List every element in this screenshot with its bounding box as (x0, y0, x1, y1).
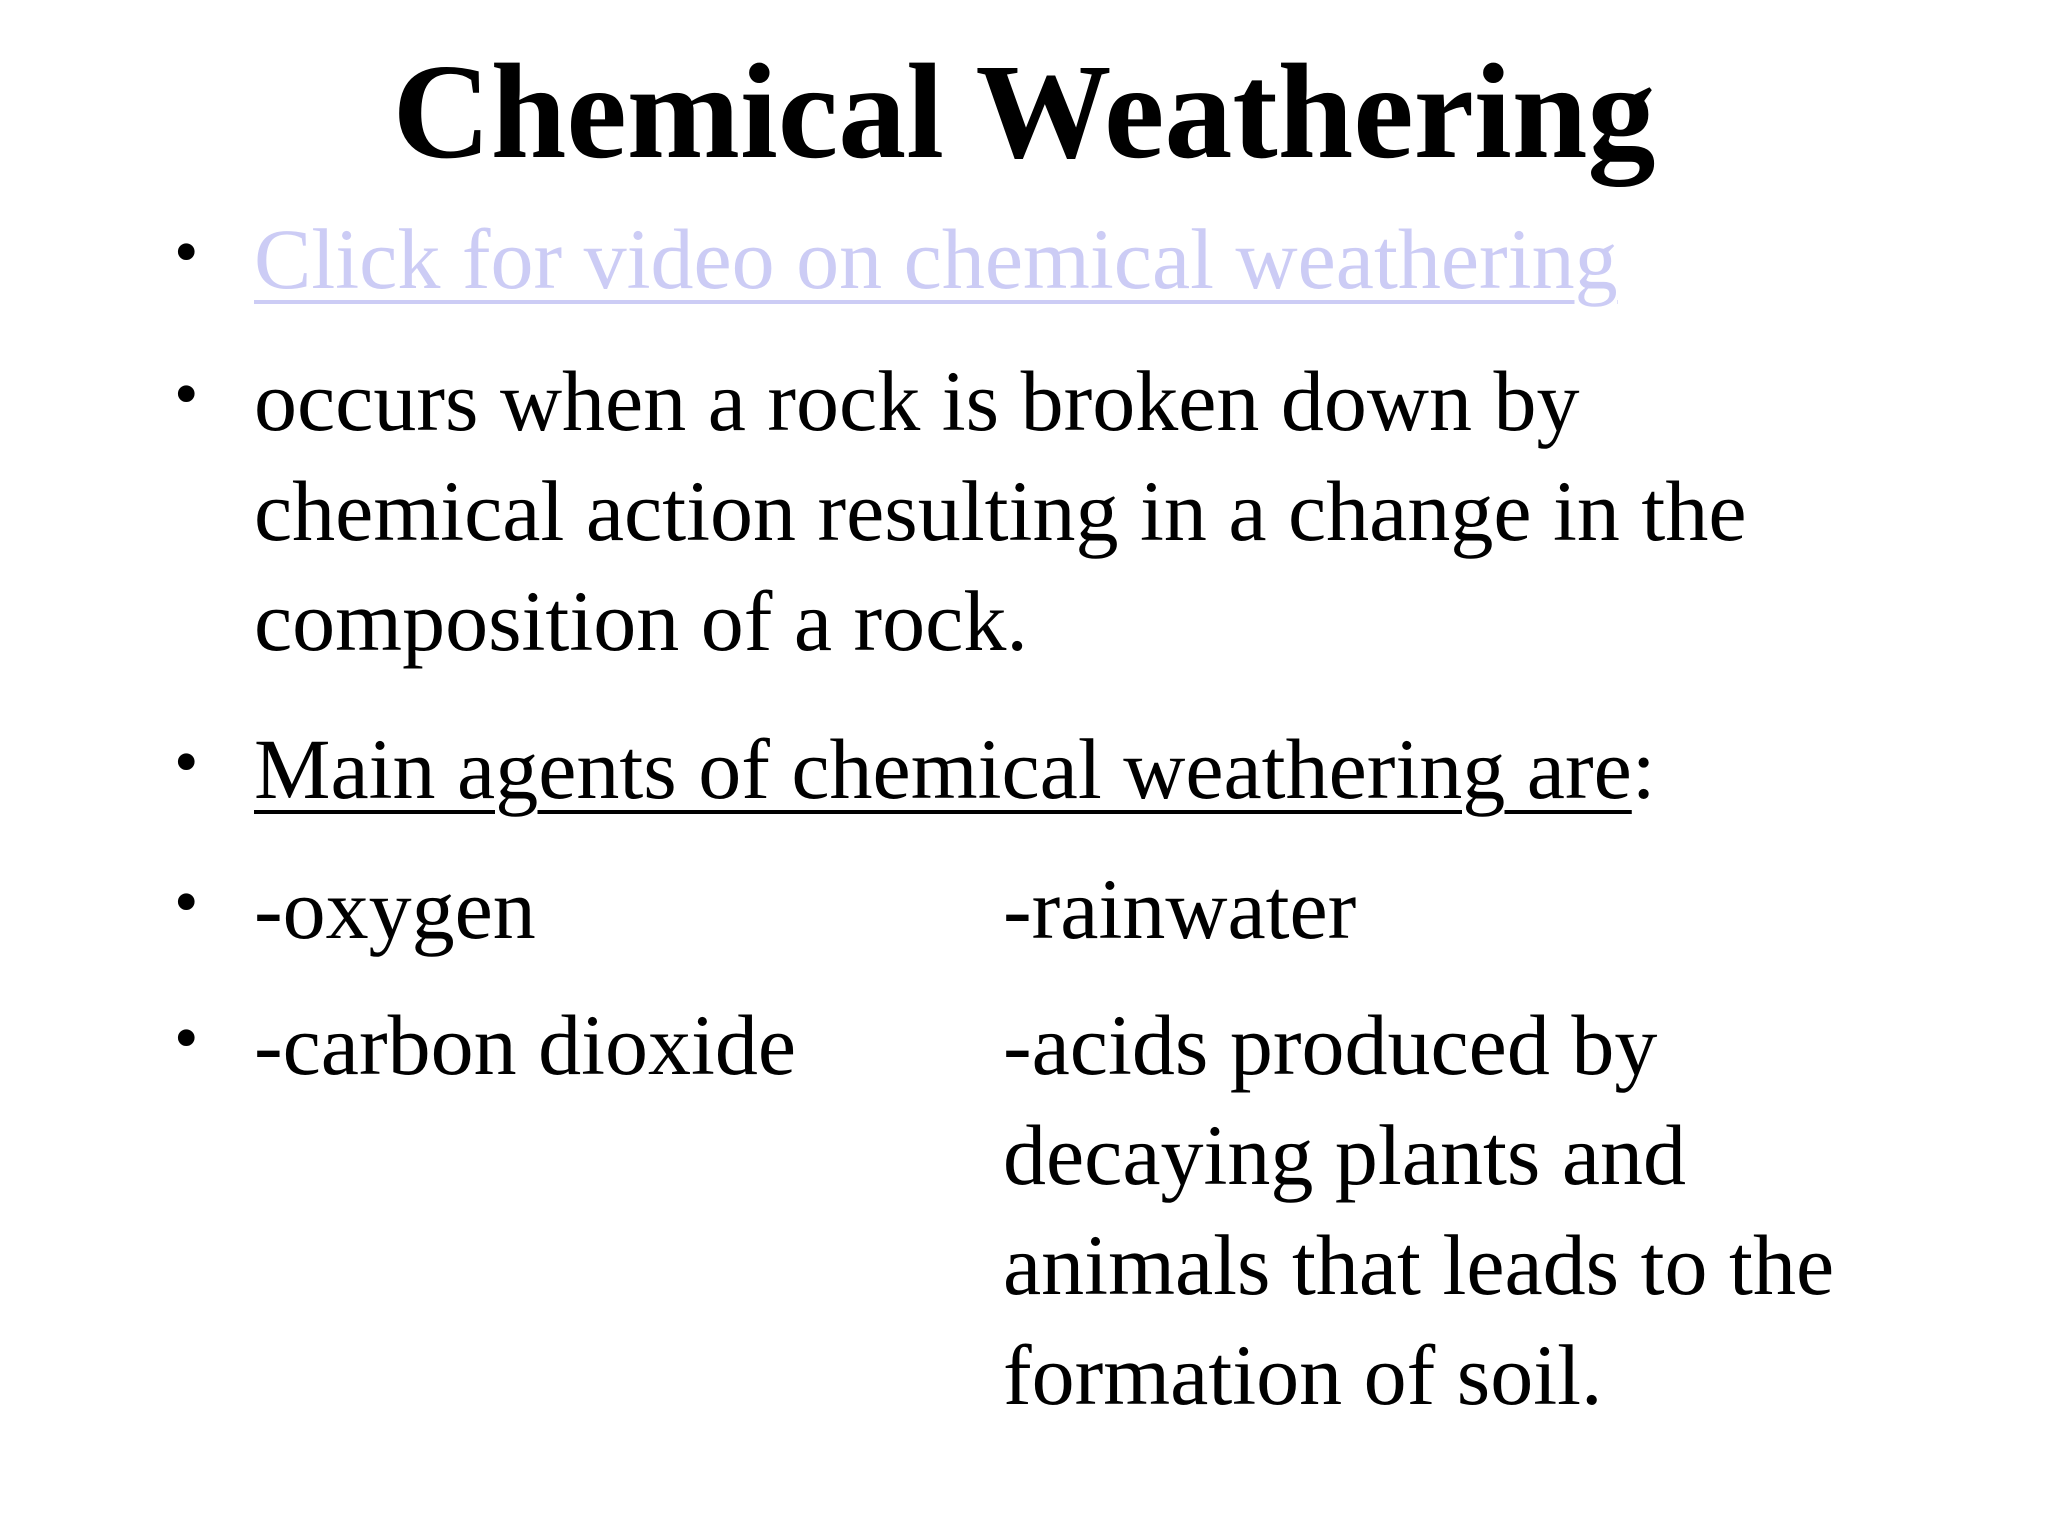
bullet-icon: • (174, 864, 199, 941)
definition-line: occurs when a rock is broken down by (254, 353, 1580, 449)
bullet-icon: • (174, 724, 199, 801)
agent-left-item: -carbon dioxide (254, 997, 797, 1093)
agents-heading-colon: : (1631, 721, 1656, 817)
video-link[interactable]: Click for video on chemical weathering (254, 211, 1618, 307)
bullet-icon: • (174, 356, 199, 433)
slide-title: Chemical Weathering (392, 37, 1656, 187)
agent-right-line: animals that leads to the (1003, 1217, 1835, 1313)
bullet-icon: • (174, 214, 199, 291)
definition-line: chemical action resulting in a change in the (254, 463, 1747, 559)
video-link-item[interactable] (254, 204, 1618, 314)
agent-right-item: -rainwater (1003, 861, 1357, 957)
agents-heading-text: Main agents of chemical weathering are (254, 721, 1632, 817)
bullet-icon: • (174, 1000, 199, 1077)
agent-right-line: formation of soil. (1003, 1327, 1603, 1423)
definition-line: composition of a rock. (254, 573, 1028, 669)
agents-heading (254, 714, 1656, 824)
agent-right-line: -acids produced by (1003, 997, 1658, 1093)
agent-right-line: decaying plants and (1003, 1107, 1687, 1203)
agent-left-item: -oxygen (254, 861, 536, 957)
